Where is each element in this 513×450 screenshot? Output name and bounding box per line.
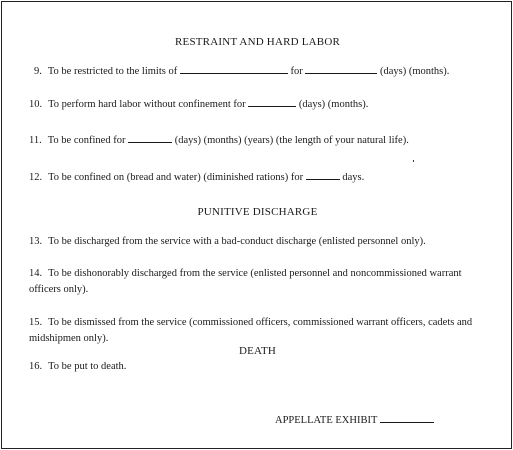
heading-punitive-discharge: PUNITIVE DISCHARGE: [197, 206, 318, 218]
duration-blank[interactable]: [248, 97, 296, 107]
duration-blank[interactable]: [128, 133, 172, 143]
item-text: (days) (months).: [379, 66, 450, 77]
appellate-exhibit: [275, 413, 434, 429]
item-text: To be confined for: [47, 135, 126, 146]
item-number: 10.: [29, 99, 43, 110]
item-14: [29, 266, 491, 298]
item-12: [29, 170, 364, 186]
exhibit-number-blank[interactable]: [380, 413, 434, 423]
item-text: To be dismissed from the service (commissioned officers, commissioned warrant officers, cadets and midshipmen only).: [29, 317, 473, 344]
item-10: [29, 97, 368, 113]
limits-blank[interactable]: [180, 64, 288, 74]
item-text: days.: [342, 172, 365, 183]
item-text: (days) (months) (years) (the length of your natural life).: [174, 135, 409, 146]
item-text: To be discharged from the service with a bad-conduct discharge (enlisted personnel only).: [48, 236, 426, 247]
appellate-exhibit-label: APPELLATE EXHIBIT: [275, 415, 378, 426]
item-number: 15.: [29, 317, 43, 328]
item-15: [29, 315, 491, 347]
days-blank[interactable]: [306, 170, 340, 180]
item-9: [34, 64, 449, 80]
item-number: 14.: [29, 268, 43, 279]
item-number: 16.: [29, 361, 43, 372]
item-11: [29, 133, 409, 149]
form-page: [1, 1, 512, 449]
item-number: 13.: [29, 236, 43, 247]
item-text: for: [290, 66, 303, 77]
item-number: 9.: [34, 66, 42, 77]
item-number: 12.: [29, 172, 43, 183]
item-text: (days) (months).: [298, 99, 369, 110]
item-text: To perform hard labor without confinement for: [48, 99, 246, 110]
heading-restraint-hard-labor: RESTRAINT AND HARD LABOR: [174, 36, 341, 48]
item-text: To be put to death.: [48, 361, 127, 372]
heading-death: DEATH: [238, 345, 277, 357]
scan-speck: [413, 160, 414, 162]
item-text: To be restricted to the limits of: [47, 66, 178, 77]
item-text: To be confined on (bread and water) (diminished rations) for: [48, 172, 304, 183]
item-16: [29, 359, 126, 375]
item-13: [29, 234, 426, 250]
item-number: 11.: [29, 135, 42, 146]
item-text: To be dishonorably discharged from the service (enlisted personnel and noncommissioned warrant officers only).: [29, 268, 462, 295]
duration-blank[interactable]: [305, 64, 377, 74]
